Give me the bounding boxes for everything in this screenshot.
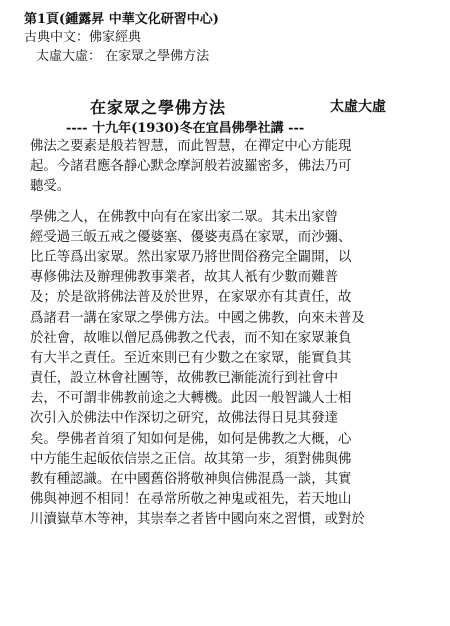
text-line: 去，不可謂非佛教前途之大轉機。此因一般智識人士相 [30, 391, 352, 407]
text-line: 有大半之責任。至近來則已有少數之在家眾，能實負其 [30, 350, 352, 366]
document-subtitle: ---- 十九年(1930)冬在宜昌佛學社講 --- [66, 121, 305, 136]
text-line: 於社會，故唯以僧尼爲佛教之代表，而不知在家眾兼負 [30, 330, 352, 346]
page-header-source: 第1頁(鍾露昇 中華文化研習中心) [24, 12, 219, 27]
text-line: 中方能生起皈依信崇之正信。故其第一步，須對佛與佛 [30, 451, 352, 467]
text-line: 矣。學佛者首須了知如何是佛，如何是佛教之大概，心 [30, 431, 352, 447]
text-line: 爲諸君一講在家眾之學佛方法。中國之佛教，向來未普及 [30, 310, 365, 326]
text-line: 專修佛法及辦理佛教事業者，故其人衹有少數而難普 [30, 270, 338, 286]
page-header-work: 太虛大虛： 在家眾之學佛方法 [36, 49, 210, 64]
document-author: 太虛大虛 [330, 99, 386, 115]
page-header-category: 古典中文：佛家經典 [24, 30, 142, 45]
text-line: 起。今諸君應各靜心默念摩訶般若波羅密多，佛法乃可 [30, 159, 352, 175]
text-line: 次引入於佛法中作深切之研究，故佛法得日見其發達 [30, 411, 338, 427]
text-line: 川瀆嶽草木等神，其崇奉之者皆中國向來之習慣，或對於 [30, 512, 365, 528]
text-line: 及；於是欲將佛法普及於世界，在家眾亦有其責任，故 [30, 290, 352, 306]
paragraph-2 [30, 208, 430, 531]
text-line: 學佛之人，在佛教中向有在家出家二眾。其未出家曾 [30, 209, 338, 225]
text-line: 聽受。 [30, 179, 71, 195]
text-line: 佛法之要素是般若智慧，而此智慧，在禪定中心方能現 [30, 139, 352, 154]
text-line: 責任，設立林會社團等，故佛教已漸能流行到社會中 [30, 371, 338, 387]
body-text [30, 137, 430, 531]
text-line: 佛與神迥不相同！在尋常所敬之神鬼或祖先，若天地山 [30, 492, 352, 508]
document-title: 在家眾之學佛方法 [90, 98, 227, 117]
paragraph-1 [30, 137, 430, 198]
paragraph-gap [30, 198, 430, 208]
text-line: 經受過三皈五戒之優婆塞、優婆夷爲在家眾，而沙彌、 [30, 229, 352, 245]
text-line: 比丘等爲出家眾。然出家眾乃將世間俗務完全闢開，以 [30, 249, 352, 265]
title-row [0, 95, 450, 115]
text-line: 教有種認識。在中國舊俗將敬神與信佛混爲一談，其實 [30, 472, 352, 487]
